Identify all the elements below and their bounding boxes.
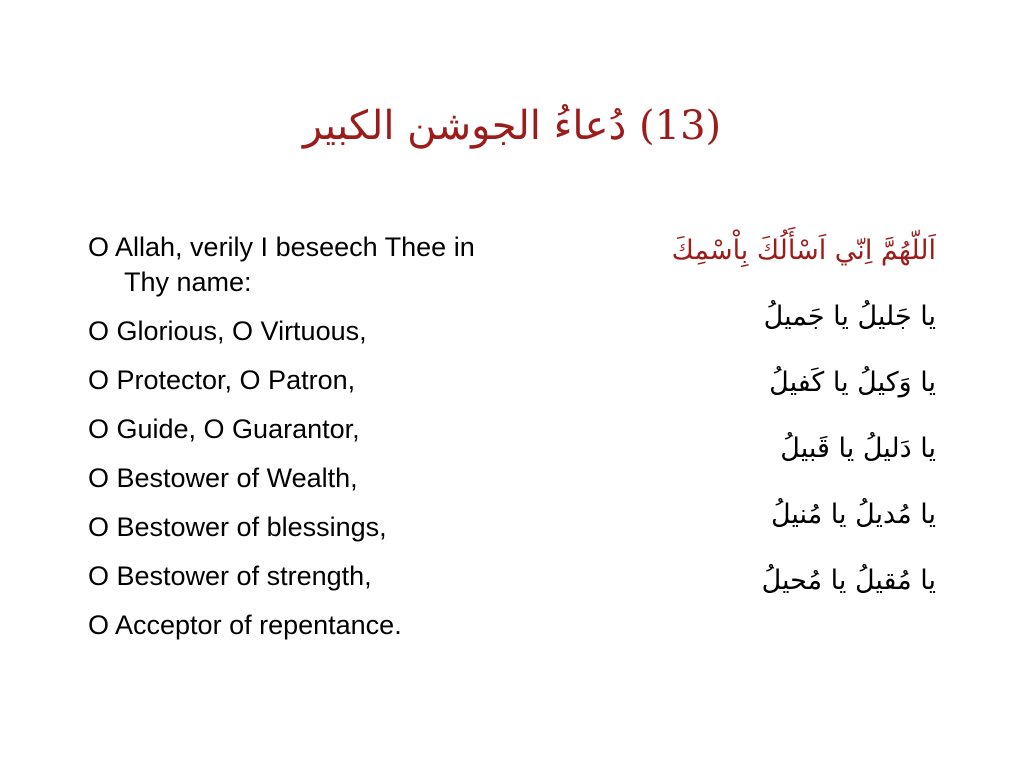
english-line: O Allah, verily I beseech Thee in Thy name:	[88, 232, 475, 297]
english-line: O Guide, O Guarantor,	[88, 414, 360, 444]
arabic-line: اَللّهُمَّ اِنّي اَسْأَلُكَ بِاْسْمِكَ	[671, 235, 936, 266]
english-text-list	[88, 230, 518, 657]
english-line: O Bestower of Wealth,	[88, 463, 358, 493]
english-line: O Glorious, O Virtuous,	[88, 316, 367, 346]
arabic-line: يا وَكيلُ يا كَفيلُ	[769, 367, 936, 398]
english-line: O Protector, O Patron,	[88, 365, 356, 395]
english-line: O Acceptor of repentance.	[88, 610, 402, 640]
arabic-line: يا مُديلُ يا مُنيلُ	[770, 499, 936, 530]
slide-title: (13) دُعاءُ الجوشن الكبير	[302, 103, 722, 149]
english-line: O Bestower of strength,	[88, 561, 372, 591]
arabic-line: يا دَليلُ يا قَبيلُ	[780, 433, 936, 464]
arabic-text-list	[496, 226, 936, 622]
arabic-line: يا جَليلُ يا جَميلُ	[763, 301, 936, 332]
arabic-line: يا مُقيلُ يا مُحيلُ	[761, 565, 936, 596]
english-line: O Bestower of blessings,	[88, 512, 387, 542]
